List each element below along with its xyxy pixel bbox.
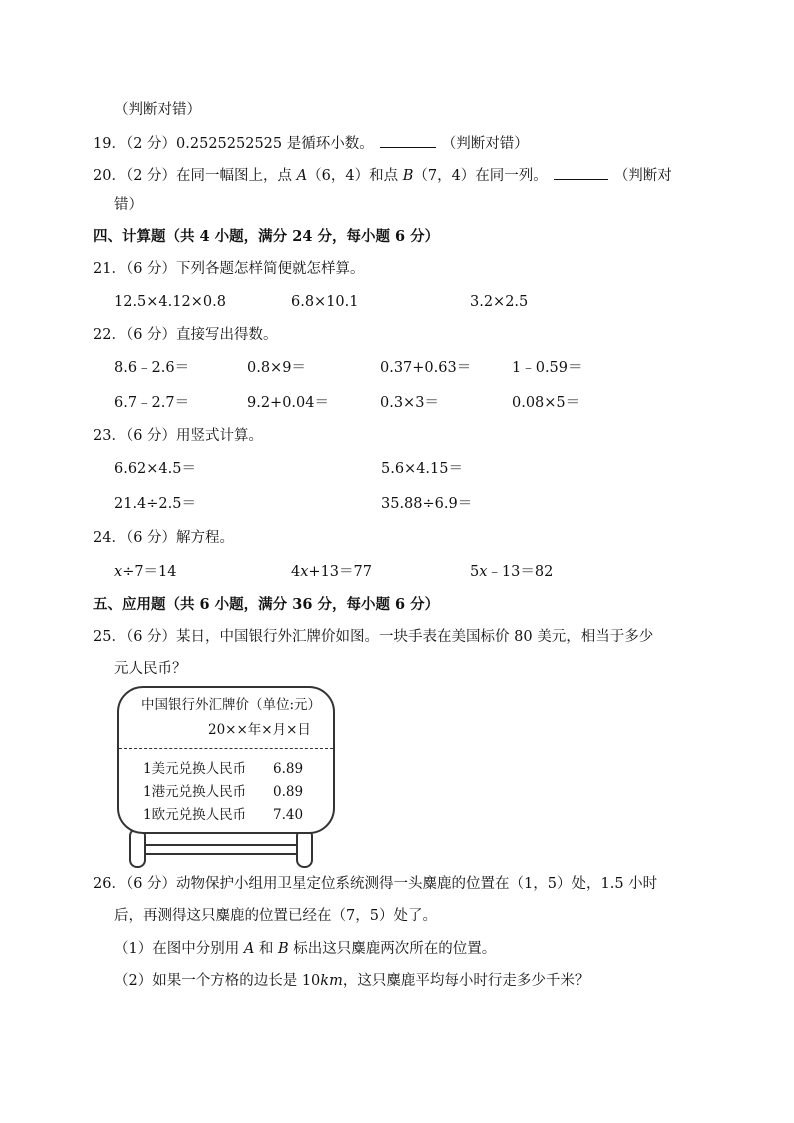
q23-stem: 23．（6 分）用竖式计算。	[93, 428, 264, 444]
board-date: 20××年×月×日	[208, 722, 311, 738]
q20-text-c: （7，4）在同一列。	[413, 168, 548, 184]
q24-e3-rest: ﹣13＝82	[487, 564, 554, 580]
q23-item-3: 21.4÷2.5＝	[114, 496, 196, 512]
q24-equation-3	[470, 562, 553, 582]
q23-item-2: 5.6×4.15＝	[381, 461, 463, 477]
q23-item-4: 35.88÷6.9＝	[381, 496, 473, 512]
section-4-title: 四、计算题（共 4 小题，满分 24 分，每小题 6 分）	[93, 228, 440, 245]
q24-e2-variable: x	[300, 564, 309, 580]
q24-e2-coef: 4	[291, 564, 301, 580]
q22-r2-c4: 0.08×5＝	[512, 395, 581, 411]
q18-continuation: （判断对错）	[114, 102, 201, 118]
q24-e3-coef: 5	[470, 564, 480, 580]
board-row-eur-label: 1欧元兑换人民币	[143, 807, 247, 823]
board-row-hkd-value: 0.89	[273, 784, 304, 800]
q20-text-b: （6，4）和点	[307, 168, 403, 184]
q26-sub1-text-c: 标出这只麋鹿两次所在的位置。	[288, 941, 497, 957]
q24-stem: 24．（6 分）解方程。	[93, 530, 235, 546]
board-divider	[119, 748, 333, 749]
q24-e1-variable: x	[114, 564, 123, 580]
q22-r1-c2: 0.8×9＝	[247, 360, 306, 376]
q22-r2-c1: 6.7﹣2.7＝	[114, 395, 190, 411]
board-leg-left	[129, 828, 146, 868]
q26-sub2-text-a: （2）如果一个方格的边长是 10	[114, 973, 321, 989]
board-row-hkd-label: 1港元兑换人民币	[143, 784, 247, 800]
board-crossbar-bottom	[144, 853, 296, 855]
q24-e1-rest: ÷7＝14	[122, 564, 177, 580]
q25-line-2: 元人民币？	[114, 661, 187, 677]
q21-item-2: 6.8×10.1	[291, 294, 359, 310]
exchange-rate-board	[117, 686, 335, 834]
board-row-eur-value: 7.40	[273, 807, 304, 823]
board-row-usd-value: 6.89	[273, 761, 304, 777]
q24-equation-2	[291, 562, 372, 582]
q22-r2-c2: 9.2+0.04＝	[247, 395, 329, 411]
q19-text: 19．（2 分）0.2525252525 是循环小数。	[93, 136, 374, 152]
q21-item-3: 3.2×2.5	[470, 294, 529, 310]
q26-sub1-text-a: （1）在图中分别用	[114, 941, 244, 957]
q20-point-b: B	[402, 168, 414, 184]
q20-point-a: A	[296, 168, 308, 184]
q22-stem: 22．（6 分）直接写出得数。	[93, 327, 278, 343]
board-row-usd-label: 1美元兑换人民币	[143, 761, 247, 777]
q20-continuation: 错）	[114, 197, 143, 213]
question-20	[93, 165, 672, 186]
q22-r1-c3: 0.37+0.63＝	[380, 360, 472, 376]
q22-r1-c1: 8.6﹣2.6＝	[114, 360, 190, 376]
q24-e2-rest: +13＝77	[308, 564, 372, 580]
q19-judge: （判断对错）	[441, 136, 529, 152]
q21-item-1: 12.5×4.12×0.8	[114, 294, 226, 310]
board-crossbar-top	[144, 844, 296, 846]
q24-e3-variable: x	[479, 564, 488, 580]
q22-r1-c4: 1﹣0.59＝	[512, 360, 583, 376]
q20-answer-blank[interactable]	[554, 165, 608, 180]
q26-sub2-text-b: ，这只麋鹿平均每小时行走多少千米？	[342, 973, 590, 989]
q26-sub1-point-b: B	[278, 941, 289, 957]
q21-stem: 21．（6 分）下列各题怎样简便就怎样算。	[93, 261, 365, 277]
q20-text-a: 20．（2 分）在同一幅图上，点	[93, 168, 297, 184]
question-19	[93, 133, 529, 154]
q26-sub2-unit: km	[320, 973, 343, 989]
q26-line-1: 26．（6 分）动物保护小组用卫星定位系统测得一头麋鹿的位置在（1，5）处，1.5 小时	[93, 876, 658, 892]
q24-equation-1	[114, 562, 177, 582]
q19-answer-blank[interactable]	[380, 133, 436, 148]
board-leg-right	[296, 828, 313, 868]
q26-line-2: 后，再测得这只麋鹿的位置已经在（7，5）处了。	[114, 908, 437, 924]
section-5-title: 五、应用题（共 6 小题，满分 36 分，每小题 6 分）	[93, 596, 440, 613]
q23-item-1: 6.62×4.5＝	[114, 461, 196, 477]
q22-r2-c3: 0.3×3＝	[380, 395, 439, 411]
q26-sub-2	[114, 971, 589, 991]
board-title: 中国银行外汇牌价（单位:元）	[141, 697, 322, 713]
q25-line-1: 25．（6 分）某日，中国银行外汇牌价如图。一块手表在美国标价 80 美元，相当于多少	[93, 629, 654, 645]
q26-sub1-point-a: A	[243, 941, 255, 957]
q26-sub-1	[114, 939, 496, 959]
q26-sub1-text-b: 和	[254, 941, 279, 957]
q20-judge: （判断对	[613, 168, 672, 184]
